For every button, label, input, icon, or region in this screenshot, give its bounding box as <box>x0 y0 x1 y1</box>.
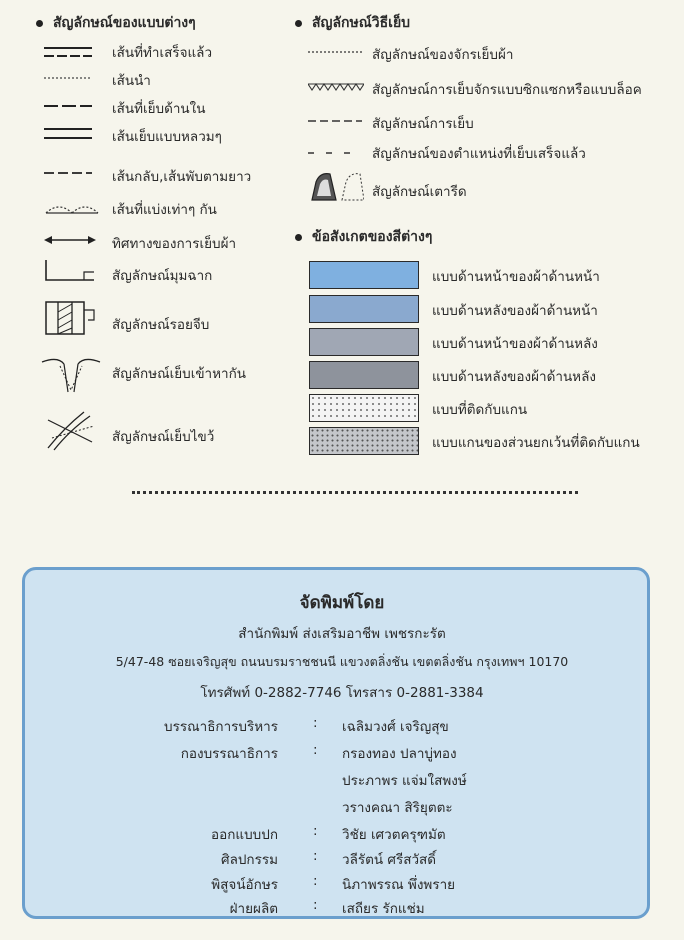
symbol-label: สัญลักษณ์การเย็บ <box>372 116 474 132</box>
zigzag-stitch-symbol <box>308 82 364 92</box>
publisher-name: สำนักพิมพ์ ส่งเสริมอาชีพ เพชรกะรัต <box>238 626 446 642</box>
color-section-heading: ข้อสังเกตของสีต่างๆ <box>295 226 432 248</box>
symbol-label: สัญลักษณ์การเย็บจักรแบบซิกแซกหรือแบบล็อค <box>372 82 642 98</box>
credit-role: บรรณาธิการบริหาร <box>164 719 278 735</box>
color-label: แบบด้านหลังของผ้าด้านหน้า <box>432 303 598 319</box>
publisher-title: จัดพิมพ์โดย <box>299 593 385 613</box>
swatch-core-excluding-interfacing <box>309 427 419 455</box>
credit-name: นิภาพรรณ พึ่งพราย <box>342 877 456 893</box>
sewing-symbol <box>308 118 364 124</box>
credit-role: กองบรรณาธิการ <box>180 746 278 762</box>
swatch-front-of-front <box>309 261 419 289</box>
loose-stitch-line-symbol <box>44 124 94 144</box>
color-label: แบบที่ติดกับแกน <box>432 402 528 418</box>
credit-role: พิสูจน์อักษร <box>211 877 278 893</box>
symbol-label: สัญลักษณ์ของจักรเย็บผ้า <box>372 47 514 63</box>
pleat-symbol <box>44 300 98 336</box>
color-label: แบบด้านหน้าของผ้าด้านหลัง <box>432 336 598 352</box>
left-section-heading: สัญลักษณ์ของแบบต่างๆ <box>36 12 196 34</box>
publisher-phone: โทรศัพท์ 0-2882-7746 โทรสาร 0-2881-3384 <box>200 685 484 701</box>
double-arrow-icon <box>44 234 96 246</box>
symbol-label: เส้นที่เย็บด้านใน <box>112 101 206 117</box>
right-section-heading: สัญลักษณ์วิธีเย็บ <box>295 12 410 34</box>
symbol-label: เส้นที่ทำเสร็จแล้ว <box>112 45 213 61</box>
machine-stitch-symbol <box>308 49 364 55</box>
color-label: แบบด้านหน้าของผ้าด้านหน้า <box>432 269 600 285</box>
right-angle-symbol <box>44 258 96 282</box>
credit-colon: : <box>313 823 318 839</box>
dotted-divider <box>132 491 578 494</box>
symbol-label: สัญลักษณ์เย็บไขว้ <box>112 429 215 445</box>
credit-name: กรองทอง ปลาบู่ทอง <box>342 746 457 762</box>
publisher-box <box>22 567 650 919</box>
credit-role: ฝ่ายผลิต <box>229 901 278 917</box>
symbol-label: สัญลักษณ์เย็บเข้าหากัน <box>112 366 247 382</box>
color-label: แบบด้านหลังของผ้าด้านหลัง <box>432 369 596 385</box>
credit-colon: : <box>313 715 318 731</box>
credit-role: ศิลปกรรม <box>221 852 278 868</box>
cross-stitch-symbol <box>44 408 100 452</box>
credit-colon: : <box>313 848 318 864</box>
bullet-icon <box>295 20 302 27</box>
symbol-label: สัญลักษณ์เตารีด <box>372 184 467 200</box>
symbol-label: ทิศทางของการเย็บผ้า <box>112 236 237 252</box>
symbol-label: เส้นกลับ,เส้นพับตามยาว <box>112 169 252 185</box>
fold-line-symbol <box>44 168 94 178</box>
finish-point-symbol <box>308 150 364 156</box>
credit-name: เสถียร รักแช่ม <box>342 901 425 917</box>
credit-name: วรางคณา สิริยุตตะ <box>342 800 453 816</box>
credit-name: เฉลิมวงศ์ เจริญสุข <box>342 719 449 735</box>
equal-division-symbol <box>44 197 100 217</box>
credit-name: วิชัย เศวตครุฑมัต <box>342 827 446 843</box>
credit-name: ประภาพร แจ่มใสพงษ์ <box>342 773 467 789</box>
bullet-icon <box>36 20 43 27</box>
swatch-back-of-back <box>309 361 419 389</box>
swatch-interfacing <box>309 394 419 422</box>
iron-icon <box>308 170 364 204</box>
finished-line-symbol <box>44 44 94 60</box>
credit-colon: : <box>313 742 318 758</box>
swatch-front-of-back <box>309 328 419 356</box>
dart-symbol <box>40 352 102 396</box>
symbol-label: สัญลักษณ์รอยจีบ <box>112 317 210 333</box>
swatch-back-of-front <box>309 295 419 323</box>
credit-name: วลีรัตน์ ศรีสวัสดิ์ <box>342 852 437 868</box>
symbol-label: เส้นที่แบ่งเท่าๆ กัน <box>112 202 217 218</box>
inner-stitch-line-symbol <box>44 100 94 112</box>
color-label: แบบแกนของส่วนยกเว้นที่ติดกับแกน <box>432 435 640 451</box>
publisher-address: 5/47-48 ซอยเจริญสุข ถนนบรมราชชนนี แขวงตลิ่งชัน เขตตลิ่งชัน กรุงเทพฯ 10170 <box>115 654 569 669</box>
bullet-icon <box>295 234 302 241</box>
symbol-label: สัญลักษณ์มุมฉาก <box>112 268 213 284</box>
credit-colon: : <box>313 897 318 913</box>
credit-role: ออกแบบปก <box>211 827 278 843</box>
guide-line-symbol <box>44 72 94 84</box>
symbol-label: เส้นนำ <box>112 73 151 89</box>
symbol-label: สัญลักษณ์ของตำแหน่งที่เย็บเสร็จแล้ว <box>372 146 586 162</box>
symbol-label: เส้นเย็บแบบหลวมๆ <box>112 129 222 145</box>
credit-colon: : <box>313 873 318 889</box>
